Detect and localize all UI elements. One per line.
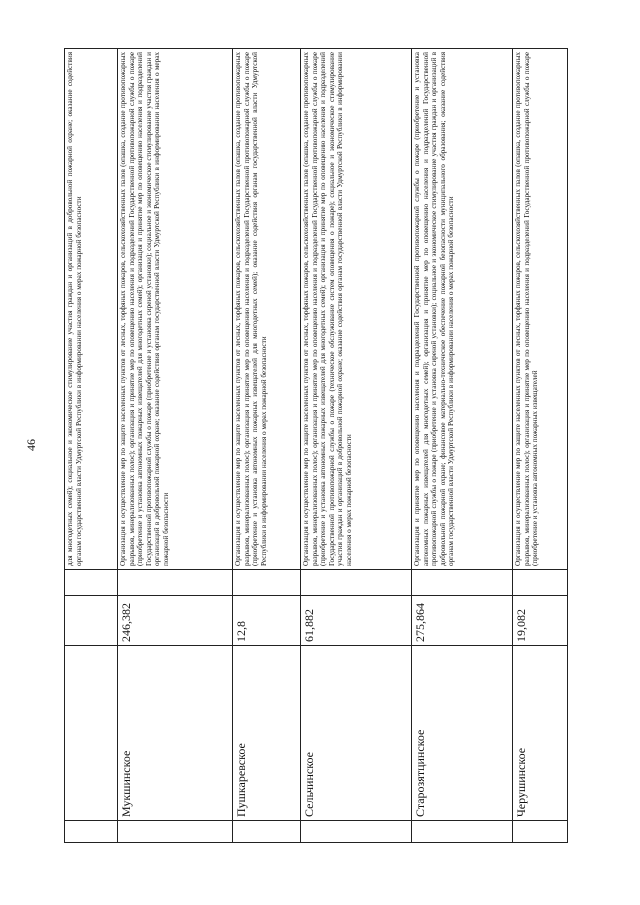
measures-description: Организация и осуществление мер по защите населенных пунктов от лесных, торфяных пожаров, сельскохозяйственных палов (опашка, создание противопожарных разрывов, минерализованных полос); организация и принятие мер по оповещению населения и подразделений Государственной противопожарной службы о пожаре (приобретение и установка автономных пожарных извещателей xyxy=(513,49,568,570)
municipality-name: Мукшинское xyxy=(118,646,233,821)
municipality-name: Сельчинское xyxy=(301,646,412,821)
amount-cell xyxy=(65,596,118,646)
municipal-fire-safety-table xyxy=(64,48,568,843)
table-row xyxy=(301,49,412,843)
blank-cell xyxy=(513,570,568,596)
blank-cell xyxy=(118,570,233,596)
row-number-cell xyxy=(233,821,301,843)
table-row xyxy=(233,49,301,843)
row-number-cell xyxy=(513,821,568,843)
measures-description: для многодетных семей); социальное и экономическое стимулирование участия граждан и организаций в добровольной пожарной охране; оказание содействия органам государственной власти Удмуртской Республики в информировании населения о мерах пожарной безопасности xyxy=(65,49,118,570)
row-number-cell xyxy=(65,821,118,843)
measures-description: Организация и осуществление мер по защите населенных пунктов от лесных, торфяных пожаров, сельскохозяйственных палов (опашка, создание противопожарных разрывов, минерализованных полос); организация и принятие мер по оповещению населения и подразделений Государственной противопожарной службы о пожаре (приобретение и установка автономных пожарных извещателей для многодетных семей); организация и принятие мер по оповещению населения и подразделений Государственной противопожарной службы о пожаре (техническое обслуживание систем оповещения о пожаре); социальное и экономическое стимулирование участия граждан и организаций в добровольной пожарной охране; оказание содействия органам государственной власти Удмуртской Республики в информировании населения о мерах пожарной безопасности xyxy=(301,49,412,570)
amount-cell: 12,8 xyxy=(233,596,301,646)
table-row xyxy=(513,49,568,843)
municipality-name: Пушкаревское xyxy=(233,646,301,821)
amount-cell: 246,382 xyxy=(118,596,233,646)
municipality-name: Старозятцинское xyxy=(412,646,513,821)
measures-description: Организация и осуществление мер по защите населенных пунктов от лесных, торфяных пожаров, сельскохозяйственных палов (опашка, создание противопожарных разрывов, минерализованных полос); организация и принятие мер по оповещению населения и подразделений Государственной противопожарной службы о пожаре (приобретение и установка автономных пожарных извещателей для многодетных семей); организация и принятие мер по оповещению населения и подразделений Государственной противопожарной службы о пожаре (приобретение и установка сиреной установки); социальное и экономическое стимулирование участия граждан и организаций в добровольной пожарной охране; оказание содействия органам государственной власти Удмуртской Республики в информировании населения о мерах пожарной безопасности xyxy=(118,49,233,570)
amount-cell: 19,082 xyxy=(513,596,568,646)
table-row xyxy=(412,49,513,843)
municipality-name xyxy=(65,646,118,821)
blank-cell xyxy=(233,570,301,596)
row-number-cell xyxy=(301,821,412,843)
measures-description: Организация и осуществление мер по защите населенных пунктов от лесных, торфяных пожаров, сельскохозяйственных палов (опашка, создание противопожарных разрывов, минерализованных полос); организация и принятие мер по оповещению населения и подразделений Государственной противопожарной службы о пожаре (приобретение и установка автономных пожарных извещателей для многодетных семей); оказание содействия органам государственной власти Удмуртской Республики в информировании населения о мерах пожарной безопасности xyxy=(233,49,301,570)
table-row xyxy=(118,49,233,843)
rotated-page xyxy=(24,48,569,843)
blank-cell xyxy=(65,570,118,596)
amount-cell: 275,864 xyxy=(412,596,513,646)
measures-description: Организация и принятие мер по оповещению населения и подразделений Государственной противопожарной службы о пожаре (приобретение и установка автономных пожарных извещателей для многодетных семей); организация и принятие мер по оповещению населения и подразделений Государственной противопожарной службы о пожаре (приобретение и установка сиреной установки); социальное и экономическое стимулирование участия граждан и организаций в добровольной пожарной охране; финансовое материально-техническое обеспечение пожарной безопасности муниципального образования; оказание содействия органам государственной власти Удмуртской Республики в информировании населения о мерах пожарной безопасности xyxy=(412,49,513,570)
row-number-cell xyxy=(118,821,233,843)
row-number-cell xyxy=(412,821,513,843)
table-row xyxy=(65,49,118,843)
blank-cell xyxy=(301,570,412,596)
amount-cell: 61,882 xyxy=(301,596,412,646)
page-number: 46 xyxy=(24,439,38,451)
blank-cell xyxy=(412,570,513,596)
municipality-name: Черушинское xyxy=(513,646,568,821)
